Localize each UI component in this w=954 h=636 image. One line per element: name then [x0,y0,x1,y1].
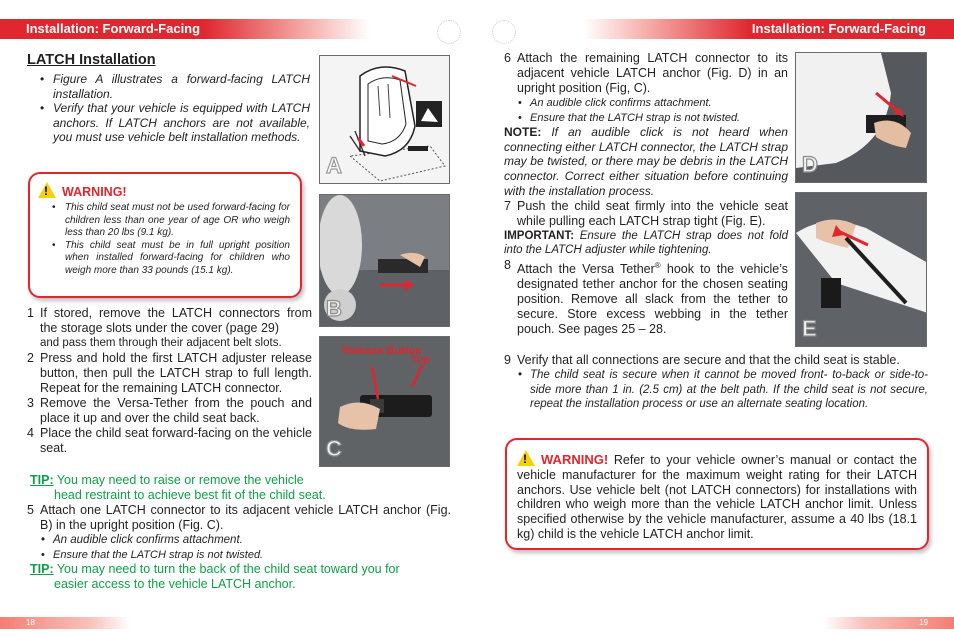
step-text: Remove the Versa-Tether from the pouch and place it up and over the child seat back. [40,396,312,425]
tip-text-continued: head restraint to achieve best fit of the child seat. [54,488,326,502]
tip-text: You may need to raise or remove the vehicle [56,473,304,487]
registered-mark: ® [654,260,661,270]
important-label: IMPORTANT: [504,229,575,242]
warning-triangle-icon [38,182,56,198]
page-number-left: 18 [0,617,130,629]
warning-box [28,172,302,298]
steps-left-bottom [27,473,451,592]
tip-text-continued: easier access to the vehicle LATCH anchor. [54,577,296,591]
registration-mark-icon [492,20,516,44]
step-5 [27,503,451,533]
step-sub-bullet: • An audible click confirms attachment. [517,96,788,111]
figure-letter: D [802,152,818,177]
section-title: LATCH Installation [27,52,156,68]
step-text: Push the child seat firmly into the vehicle seat while pulling each LATCH strap tight (Fig. E). [517,198,788,228]
figure-b [319,194,450,327]
registration-mark-icon [437,20,461,44]
warning-title: WARNING! [62,185,127,199]
tip-2 [27,562,451,577]
figure-a [319,55,450,184]
step-number: 5 [27,503,34,517]
warning-list [38,202,290,277]
figure-letter: C [326,436,342,461]
step-text: Place the child seat forward-facing on the vehicle seat. [40,426,312,455]
step-number: 4 [27,426,34,440]
step-number: 7 [504,198,511,213]
step-9 [504,353,928,368]
step-1 [27,306,312,351]
important-note [504,229,788,258]
list-item: • Figure A illustrates a forward-facing LATCH installation. [40,72,310,101]
figure-e [795,192,927,347]
steps-left-top [27,306,312,456]
note-text: If an audible click is not heard when connecting either LATCH connector, the LATCH strap may be twisted, or there may be debris in the LATCH connector. Correct either situation before continuing with the installation process. [504,125,788,198]
note-label: NOTE: [504,125,542,139]
step-text: Attach the Versa Tether [517,261,655,276]
step-number: 1 [27,306,34,320]
tip-1 [27,473,451,488]
step-4 [27,426,312,456]
page-number-right: 19 [824,617,954,629]
step-sub-bullet: • An audible click confirms attachment. [40,533,451,548]
step-6 [504,51,788,96]
warning-box-right [505,438,929,550]
figure-c [319,336,450,467]
step-number: 9 [504,353,511,367]
step-text-continued: hook to the vehicle’s designated tether anchor for the chosen seating position. Remove all slack from the tether to secure. Store excess webbing in the tether pouch. See pages 25 – 28. [517,261,788,336]
figure-letter: A [326,153,342,178]
step-2 [27,351,312,396]
step-text: Verify that all connections are secure and that the child seat is stable. [517,353,900,367]
step-text: Attach one LATCH connector to its adjacent vehicle LATCH anchor (Fig. B) in the upright position (Fig. C). [40,503,451,532]
list-item: • This child seat must not be used forward-facing for children less than one year of age OR who weigh less than 20 lbs (9.1 kg). [52,202,290,240]
warning-heading [38,182,290,200]
step-sub-bullet: • Ensure that the LATCH strap is not twisted. [40,548,451,563]
step-number: 2 [27,351,34,365]
important-text: Ensure the LATCH strap does not fold into the LATCH adjuster while tightening. [504,229,788,257]
step-number: 3 [27,396,34,410]
intro-bullet-list [40,72,310,145]
warning-text: Refer to your vehicle owner’s manual or contact the vehicle manufacturer for the maximum weight rating for their LATCH anchors. Use vehicle belt (not LATCH connectors) for installations with children who weigh more than the vehicle LATCH anchor limit. Unless specified otherwise by the vehicle manufacturer, assume a 40 lbs (18.1 kg) child is the vehicle LATCH anchor limit. [517,453,917,541]
figure-letter: B [326,296,342,321]
step-3 [27,396,312,426]
figure-letter: E [802,316,817,341]
list-item: • Verify that your vehicle is equipped with LATCH anchors. If LATCH anchors are not available, you must use vehicle belt installation methods. [40,101,310,145]
tip-label: TIP: [30,473,54,487]
step-8 [504,258,788,337]
header-title-left: Installation: Forward-Facing [0,19,370,39]
top-label: Top [411,354,431,366]
step-number: 8 [504,257,511,272]
warning-triangle-icon [517,450,535,466]
figure-d [795,52,927,183]
step-7 [504,199,788,229]
steps-right-top [504,51,788,337]
release-button-label: Release Button [342,345,423,357]
step-text: Press and hold the first LATCH adjuster release button, then pull the LATCH strap to full length. Repeat for the remaining LATCH connector. [40,351,312,395]
note [504,125,788,199]
step-sub-bullet: • The child seat is secure when it cannot be moved front- to-back or side-to-side more than 1 in. (2.5 cm) at the belt path. If the child seat is not secure, repeat the installation process or use an alternate seating location. [517,368,928,412]
step-text: If stored, remove the LATCH connectors from the storage slots under the cover (page 29) [40,306,312,335]
step-text: Attach the remaining LATCH connector to its adjacent vehicle LATCH anchor (Fig. D) in an upright position (Fig, C). [517,51,788,95]
list-item: • This child seat must be in full upright position when installed forward-facing for children who weigh more than 33 pounds (15.1 kg). [52,240,290,278]
step-number: 6 [504,51,511,65]
warning-title: WARNING! [541,452,609,467]
tip-text: You may need to turn the back of the child seat toward you for [56,562,400,576]
tip-label: TIP: [30,562,54,576]
step-text-continued: and pass them through their adjacent belt slots. [40,337,282,349]
header-title-right: Installation: Forward-Facing [584,19,954,39]
step-sub-bullet: • Ensure that the LATCH strap is not twisted. [517,111,788,126]
steps-right-bottom [504,353,928,412]
